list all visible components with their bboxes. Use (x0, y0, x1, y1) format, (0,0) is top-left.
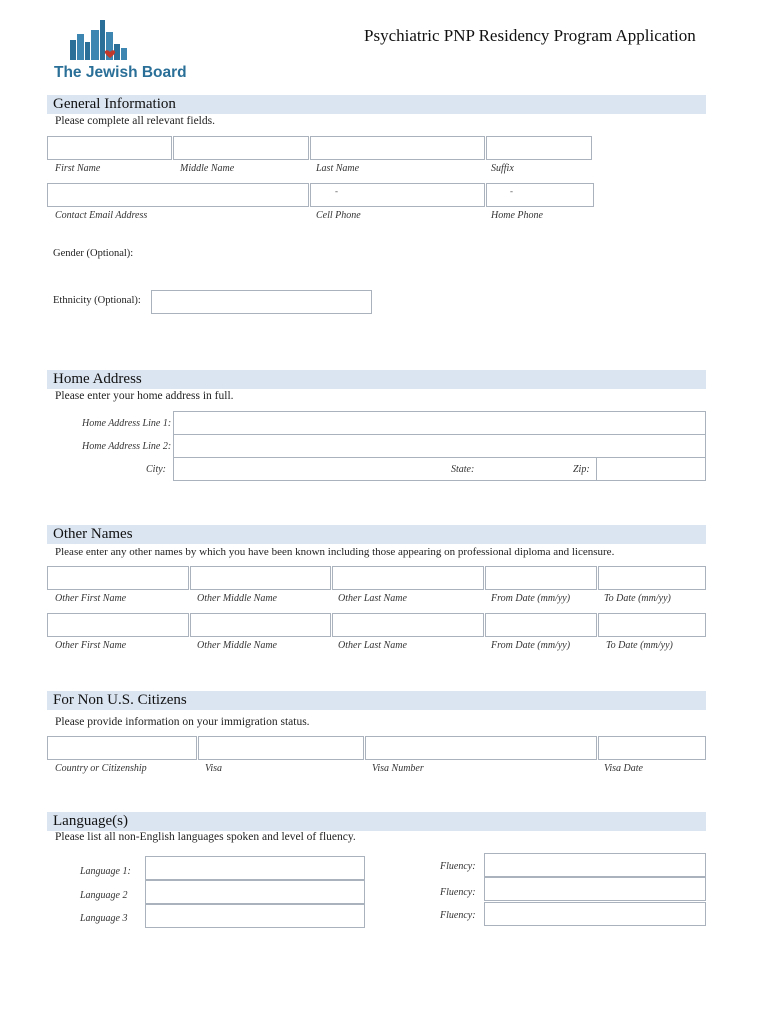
email-label: Contact Email Address (55, 210, 148, 221)
other-last-name-label: Other Last Name (338, 593, 407, 604)
cell-phone-separator: - (335, 186, 338, 196)
other-from-date-field-2[interactable] (485, 613, 597, 637)
fluency1-label: Fluency: (440, 861, 476, 872)
visa-field[interactable] (198, 736, 364, 760)
gender-label: Gender (Optional): (53, 248, 134, 259)
cell-phone-label: Cell Phone (316, 210, 361, 221)
visa-number-field[interactable] (365, 736, 597, 760)
home-phone-label: Home Phone (491, 210, 543, 221)
section-title: Other Names (53, 526, 133, 542)
section-instruction: Please provide information on your immigration status. (55, 716, 310, 728)
section-title: General Information (53, 96, 176, 112)
section-other-names (47, 525, 706, 544)
other-to-date-field-2[interactable] (598, 613, 706, 637)
fluency3-label: Fluency: (440, 910, 476, 921)
section-instruction: Please list all non-English languages spoken and level of fluency. (55, 831, 356, 843)
other-middle-name-label: Other Middle Name (197, 640, 277, 651)
last-name-field[interactable] (310, 136, 485, 160)
country-label: Country or Citizenship (55, 763, 147, 774)
home-phone-field[interactable] (486, 183, 594, 207)
email-field[interactable] (47, 183, 309, 207)
suffix-label: Suffix (491, 163, 514, 174)
section-title: Language(s) (53, 813, 128, 829)
language1-field[interactable] (145, 856, 365, 880)
middle-name-label: Middle Name (180, 163, 235, 174)
page-title: Psychiatric PNP Residency Program Application (364, 26, 696, 45)
other-first-name-field-2[interactable] (47, 613, 189, 637)
language2-field[interactable] (145, 880, 365, 904)
visa-number-label: Visa Number (372, 763, 424, 774)
skyline-icon (66, 18, 136, 62)
zip-field[interactable] (596, 457, 706, 481)
section-languages (47, 812, 706, 831)
other-middle-name-label: Other Middle Name (197, 593, 277, 604)
language3-field[interactable] (145, 904, 365, 928)
visa-date-label: Visa Date (604, 763, 643, 774)
other-middle-name-field-2[interactable] (190, 613, 331, 637)
address-line2-field[interactable] (173, 434, 706, 458)
other-from-date-label: From Date (mm/yy) (491, 593, 571, 604)
other-to-date-label: To Date (mm/yy) (604, 593, 671, 604)
fluency3-field[interactable] (484, 902, 706, 926)
state-label: State: (451, 464, 475, 475)
section-title: Home Address (53, 371, 142, 387)
section-instruction: Please enter your home address in full. (55, 390, 234, 402)
other-from-date-field-1[interactable] (485, 566, 597, 590)
other-first-name-label: Other First Name (55, 593, 127, 604)
section-home-address (47, 370, 706, 389)
fluency2-label: Fluency: (440, 887, 476, 898)
address-line1-label: Home Address Line 1: (82, 418, 172, 429)
visa-date-field[interactable] (598, 736, 706, 760)
other-last-name-field-1[interactable] (332, 566, 484, 590)
visa-label: Visa (205, 763, 223, 774)
middle-name-field[interactable] (173, 136, 309, 160)
section-instruction: Please complete all relevant fields. (55, 115, 215, 127)
first-name-label: First Name (55, 163, 101, 174)
logo (66, 18, 136, 62)
section-instruction: Please enter any other names by which you have been known including those appearing on professional diploma and licensure. (55, 546, 615, 558)
ethnicity-field[interactable] (151, 290, 372, 314)
language2-label: Language 2 (80, 890, 128, 901)
fluency1-field[interactable] (484, 853, 706, 877)
last-name-label: Last Name (316, 163, 360, 174)
other-first-name-label: Other First Name (55, 640, 127, 651)
other-last-name-field-2[interactable] (332, 613, 484, 637)
language3-label: Language 3 (80, 913, 128, 924)
other-to-date-field-1[interactable] (598, 566, 706, 590)
country-field[interactable] (47, 736, 197, 760)
address-line1-field[interactable] (173, 411, 706, 435)
section-non-us-citizens (47, 691, 706, 710)
logo-text: The Jewish Board (54, 64, 187, 81)
section-general (47, 95, 706, 114)
language1-label: Language 1: (80, 866, 131, 877)
address-line2-label: Home Address Line 2: (82, 441, 172, 452)
ethnicity-label: Ethnicity (Optional): (53, 295, 141, 306)
city-label: City: (146, 464, 166, 475)
other-to-date-label: To Date (mm/yy) (606, 640, 673, 651)
first-name-field[interactable] (47, 136, 172, 160)
other-middle-name-field-1[interactable] (190, 566, 331, 590)
zip-label: Zip: (573, 464, 590, 475)
fluency2-field[interactable] (484, 877, 706, 901)
home-phone-separator: - (510, 186, 513, 196)
suffix-field[interactable] (486, 136, 592, 160)
other-from-date-label: From Date (mm/yy) (491, 640, 571, 651)
section-title: For Non U.S. Citizens (53, 692, 187, 708)
other-last-name-label: Other Last Name (338, 640, 407, 651)
other-first-name-field-1[interactable] (47, 566, 189, 590)
